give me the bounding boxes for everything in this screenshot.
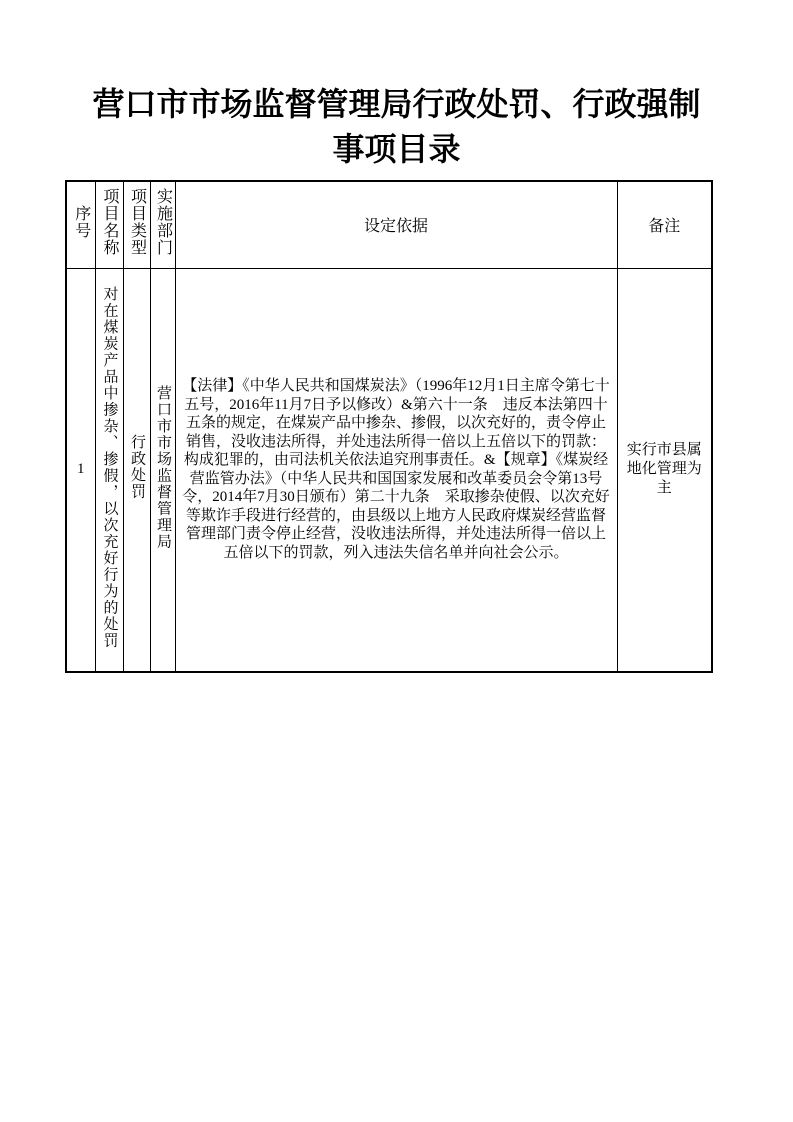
table-header-row xyxy=(66,181,712,268)
row-basis-value: 【法律】《中华人民共和国煤炭法》（1996年12月1日主席令第七十五号，2016年11月7日予以修改）&第六十一条 违反本法第四十五条的规定，在煤炭产品中掺杂、掺假，以次充好的，责令停止销售，没收违法所得，并处违法所得一倍以上五倍以下的罚款：构成犯罪的，由司法机关依法追究刑事责任。&【规章】《煤炭经营监管办法》（中华人民共和国国家发展和改革委员会令第13号令，2014年7月30日颁布）第二十九条 采取掺杂使假、以次充好等欺诈手段进行经营的，由县级以上地方人民政府煤炭经营监督管理部门责令停止经营，没收违法所得，并处违法所得一倍以上五倍以下的罚款，列入违法失信名单并向社会公示。 xyxy=(182,378,610,561)
row-name-value: 对在煤炭产品中掺杂、掺假，以次充好行为的处罚 xyxy=(101,285,118,649)
header-department-label: 实施部门 xyxy=(154,188,172,257)
table-row xyxy=(66,268,712,672)
header-index xyxy=(66,181,95,268)
header-name xyxy=(95,181,123,268)
cell-index xyxy=(66,268,95,672)
header-basis xyxy=(175,181,617,268)
cell-basis xyxy=(175,268,617,672)
header-index-label: 序号 xyxy=(72,205,90,240)
row-type-value: 行政处罚 xyxy=(129,434,145,501)
cell-remarks xyxy=(617,268,712,672)
header-remarks xyxy=(617,181,712,268)
header-remarks-label: 备注 xyxy=(648,218,681,236)
header-basis-label: 设定依据 xyxy=(363,218,428,236)
cell-type xyxy=(123,268,150,672)
cell-department xyxy=(150,268,175,672)
header-department xyxy=(150,181,175,268)
page-title: 营口市市场监督管理局行政处罚、行政强制事项目录 xyxy=(92,86,701,167)
header-type xyxy=(123,181,150,268)
cell-name xyxy=(95,268,123,672)
header-type-label: 项目类型 xyxy=(128,188,146,257)
catalog-table xyxy=(65,180,713,673)
row-index-value: 1 xyxy=(77,461,85,478)
row-department-value: 营口市市场监督管理局 xyxy=(155,384,171,550)
header-name-label: 项目名称 xyxy=(101,188,118,257)
row-remarks-value: 实行市县属地化管理为主 xyxy=(626,442,702,497)
